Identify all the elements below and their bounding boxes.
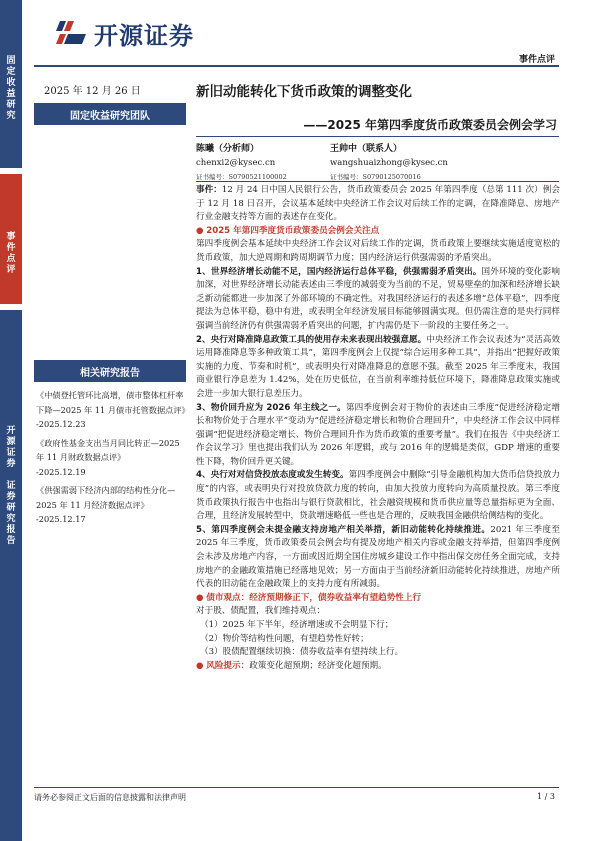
point-text: 中央经济工作会议表述为“灵活高效运用降准降息等多种政策工具”，第四季度例会上仅提“综合运用多种工具”，并指出“把握好政策实施的力度、节奏和时机”，或表明央行对降准降息的意愿不强。截至 2025 年三季度末，我国商业银行净息差为 1.42%，处在历史低位，在当前利率维持低位环境下，降准降息政策实施或会进一步加大银行息差压力。 — [196, 334, 560, 399]
risk-text: 政策变化超预期；经济变化超预期。 — [249, 660, 387, 671]
section-heading — [196, 225, 560, 239]
author-cert: 证书编号：S0790521100002 — [196, 173, 287, 181]
footer-disclaimer: 请务必参阅正文后面的信息披露和法律声明 — [34, 793, 186, 802]
team-badge: 固定收益研究团队 — [34, 103, 186, 125]
logo-mark-icon — [56, 19, 88, 47]
related-report-date: -2025.12.17 — [36, 514, 86, 524]
bullet-icon: ● — [196, 225, 204, 236]
author-name: 陈曦（分析师） — [196, 144, 260, 154]
list-item: （3）股债配置继续切换：债券收益率有望持续上行。 — [200, 647, 404, 658]
side-strip — [0, 0, 22, 841]
section-heading-text: 债市观点：经济预期修正下，债券收益率有望趋势性上行 — [206, 592, 422, 603]
point-heading: 3、物价回升应为 2026 年主线之一。 — [196, 402, 346, 413]
paragraph: 对于股、债配置，我们维持观点： — [196, 606, 325, 617]
section-heading-text: 2025 年第四季度货币政策委员会例会关注点 — [206, 225, 380, 236]
side-label-mid: 事 件 点 评 — [0, 174, 22, 304]
paragraph — [196, 524, 560, 592]
risk-paragraph — [196, 660, 560, 674]
author-divider — [196, 181, 559, 182]
paragraph — [196, 266, 560, 334]
point-heading: 2、央行对降准降息政策工具的使用存未来表现出较强意愿。 — [196, 334, 427, 345]
author-email[interactable]: chenxi2@kysec.cn — [196, 158, 276, 168]
author-cert: 证书编号：S0790125070016 — [330, 173, 421, 181]
page-subtitle: ——2025 年第四季度货币政策委员会例会学习 — [303, 118, 557, 132]
related-report-title[interactable]: 《中债登托管环比高增，债市整体杠杆率下降—2025 年 11 月债市托管数据点评》 — [36, 390, 190, 415]
list-item: （2）物价等结构性问题，有望趋势性好转； — [200, 633, 369, 644]
report-type: 事件点评 — [518, 55, 555, 65]
author-name: 王帅中（联系人） — [330, 144, 403, 154]
author-email[interactable]: wangshuaizhong@kysec.cn — [330, 158, 448, 168]
related-reports-list — [36, 388, 190, 531]
related-report-title[interactable]: 《供强需弱下经济内部的结构性分化—2025 年 11 月经济数据点评》 — [36, 485, 176, 510]
paragraph — [196, 402, 560, 470]
brand-logo — [56, 18, 194, 48]
header-divider — [34, 65, 559, 67]
paragraph — [196, 334, 560, 402]
title-divider — [196, 136, 559, 137]
page-title: 新旧动能转化下货币政策的调整变化 — [196, 84, 412, 100]
event-label: 事件： — [196, 185, 222, 195]
related-report-title[interactable]: 《政府性基金支出当月同比转正—2025 年 11 月财政数据点评》 — [36, 437, 180, 462]
point-heading: 5、第四季度例会未提金融支持房地产相关举措，新旧动能转化持续推进。 — [196, 524, 491, 535]
related-report-date: -2025.12.23 — [36, 419, 86, 429]
footer-divider — [34, 787, 559, 788]
point-heading: 4、央行对对信贷投放态度或发生转变。 — [196, 470, 349, 481]
side-label-bottom: 开 源 证 券 证 券 研 究 报 告 — [0, 310, 22, 841]
point-text: 2021 年三季度至 2025 年三季度，货币政策委员会例会均有提及房地产相关内容或金融支持举措，但第四季度例会未涉及房地产内容，一方面或因近期全国住房城乡建设工作中指出保交房任务全面完成，支持房地产的金融政策措施已经落地见效；另一方面由于当前经济新旧动能转化持续推进，房地产所代表的旧动能在金融政策上的支持力度有所减弱。 — [196, 524, 560, 590]
report-body — [196, 184, 560, 673]
author-card — [330, 142, 448, 184]
page-number: 1 / 3 — [537, 792, 555, 801]
related-report[interactable] — [36, 483, 186, 527]
point-text: 国外环境的变化影响加深，对世界经济增长动能表述由三季度的减弱变为当前的不足，贸易壁垒的加深和经济增长缺乏新动能都进一步加深了外部环境的不确定性。对我国经济运行的表述多增“总体平稳”，四季度提法为总体平稳，稳中有进，或表明全年经济发展目标能够圆满实现。但仍需注意的是央行同样强调当前经济仍有供强需弱矛盾突出的问题，扩内需仍是下一阶段的主要任务之一。 — [196, 266, 560, 331]
risk-label: 风险提示： — [206, 660, 250, 671]
side-label-top: 固 定 收 益 研 究 — [0, 0, 22, 168]
related-report[interactable] — [36, 436, 186, 480]
point-text: 第四季度例会中删除“引导金融机构加大货币信贷投放力度”的内容，或表明央行对投放贷款力度的转向，由加大投放力度转向为高质量投放。第三季度货币政策执行报告中也指出与银行贷款相比，社会融资规模和货币供应量等总量指标更为全面、合理，且经济发展转型中，贷款增速略低一些也是合理的，反映我国金融供给侧结构的变化。 — [196, 470, 560, 522]
author-card — [196, 142, 287, 184]
paragraph: 第四季度例会基本延续中央经济工作会议对后续工作的定调，货币政策上要继续实施适度宽松的货币政策，加大逆周期和跨周期调节力度；国内经济运行供强需弱的矛盾突出。 — [196, 239, 560, 263]
related-report[interactable] — [36, 388, 190, 432]
report-date: 2025 年 12 月 26 日 — [44, 86, 141, 97]
event-paragraph — [196, 184, 560, 225]
related-reports-heading: 相关研究报告 — [34, 360, 186, 382]
point-text: 第四季度例会对于物价的表述由三季度“促进经济稳定增长和物价处于合理水平”变动为“促进经济稳定增长和物价合理回升”，中央经济工作会议中同样强调“把促进经济稳定增长、物价合理回升作为货币政策的重要考量”。我们在报告《中央经济工作会议学习》里也提出我们认为 2026 年逻辑，或与 2016 年的逻辑是类似，GDP 增速的重要性下降，物价回升更关键。 — [196, 402, 560, 467]
list-item: （1）2025 年下半年，经济增速或不会明显下行； — [200, 620, 394, 630]
bullet-icon: ● — [196, 660, 204, 671]
section-heading — [196, 592, 560, 606]
related-report-date: -2025.12.19 — [36, 466, 86, 477]
event-text: 12 月 24 日中国人民银行公告，货币政策委员会 2025 年第四季度（总第 111 次）例会于 12 月 18 日召开，会议基本延续中央经济工作会议对后续工作的定调，在降准降息、房地产行业金融支持等方面的表述存在变化。 — [196, 185, 560, 223]
point-heading: 1、世界经济增长动能不足，国内经济运行总体平稳，供强需弱矛盾突出。 — [196, 266, 482, 277]
bullet-icon: ● — [196, 592, 204, 603]
paragraph — [196, 469, 560, 523]
logo-text: 开源证券 — [94, 21, 194, 50]
